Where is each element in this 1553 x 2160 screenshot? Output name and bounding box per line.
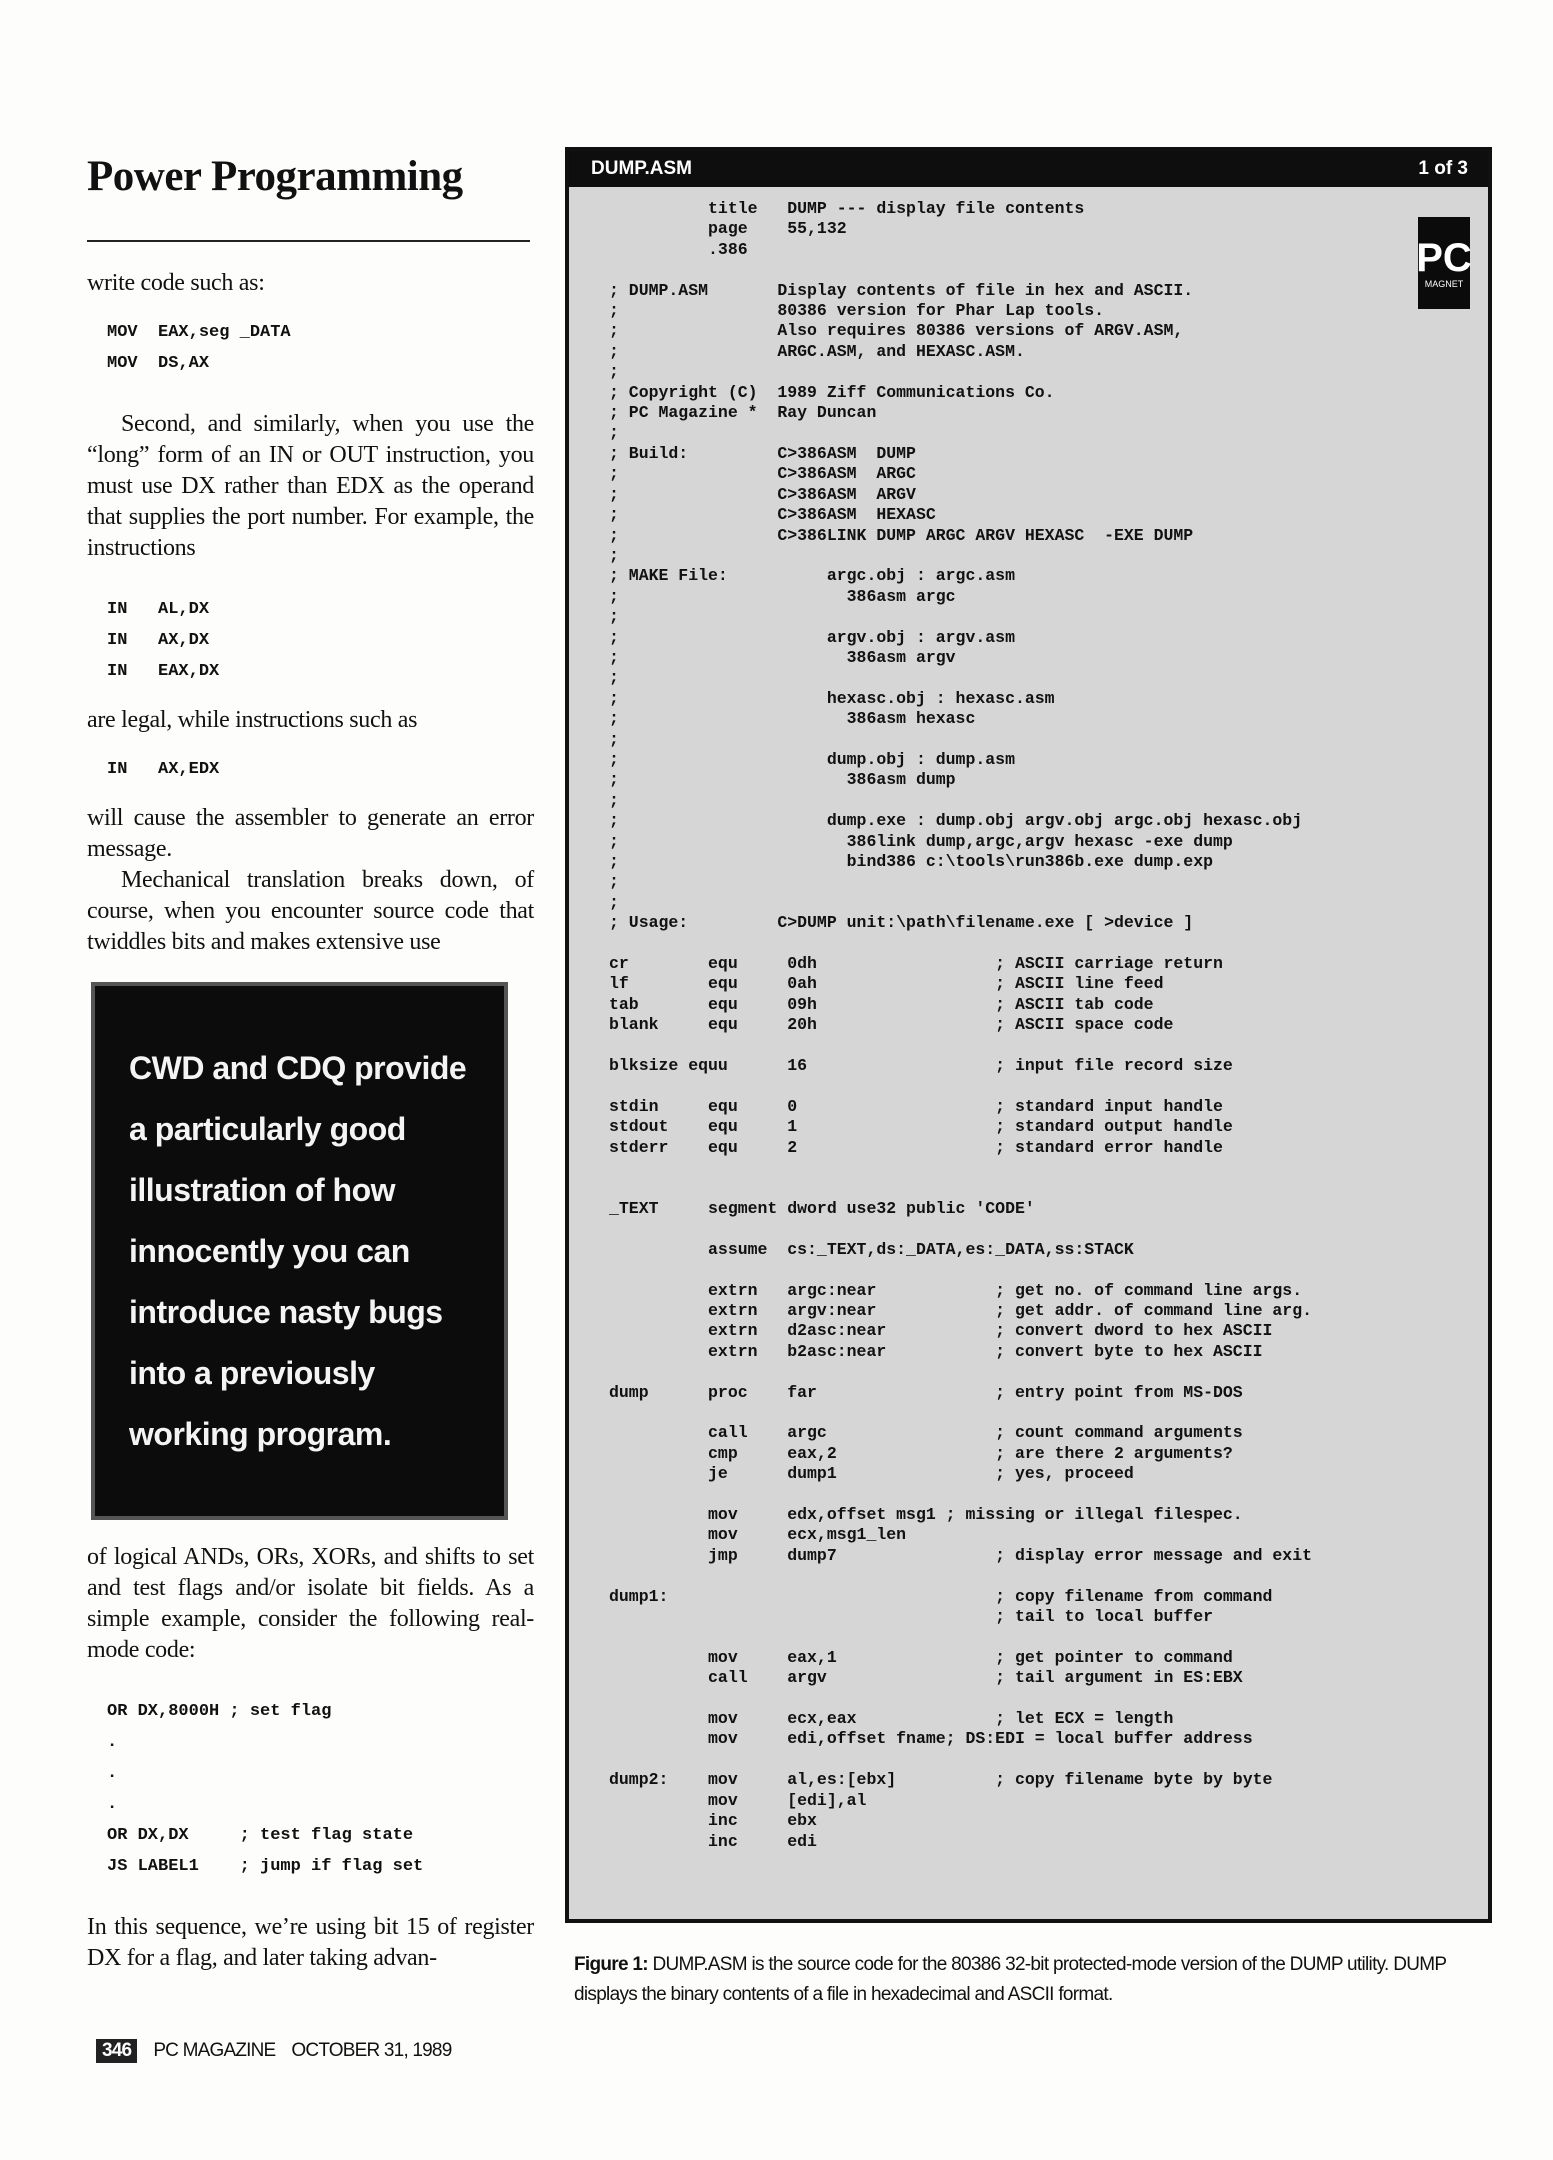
- paragraph: of logical ANDs, ORs, XORs, and shifts to set and test flags and/or isolate bit fields. As a simple example, consider the following real-mode code:: [87, 1544, 534, 1663]
- pull-quote: [91, 982, 508, 1520]
- code-listing-figure: [565, 147, 1492, 1923]
- listing-header: [569, 151, 1488, 187]
- caption-label: Figure 1:: [574, 1954, 648, 1975]
- logo-subtext: MAGNET: [1424, 279, 1464, 289]
- figure-caption: [574, 1950, 1504, 2010]
- code-snippet: IN AX,EDX: [107, 760, 220, 779]
- listing-title: DUMP.ASM: [591, 158, 692, 179]
- paragraph: will cause the assembler to generate an error message.: [87, 805, 534, 862]
- pull-quote-line: into a previously: [129, 1355, 375, 1391]
- section-title: Power Programming: [87, 153, 463, 200]
- listing-page-indicator: 1 of 3: [1418, 158, 1468, 179]
- listing-code: title DUMP --- display file contents page 55,132 .386 ; DUMP.ASM Display contents of file in hex and ASCII. ; 80386 version for Phar Lap tools. ; Also requires 80386 versions of ARGV.ASM, ; ARGC.ASM, and HEXASC.ASM. ; ; Copyright (C) 1989 Ziff Communications Co. ; PC Magazine * Ray Duncan ; ; Build: C>386ASM DUMP ; C>386ASM ARGC ; C>386ASM ARGV ; C>386ASM HEXASC ; C>386LINK DUMP ARGC ARGV HEXASC -EXE DUMP ; ; MAKE File: argc.obj : argc.asm ; 386asm argc ; ; argv.obj : argv.asm ; 386asm argv ; ; hexasc.obj : hexasc.asm ; 386asm hexasc ; ; dump.obj : dump.asm ; 386asm dump ; ; dump.exe : dump.obj argv.obj argc.obj hexasc.obj ; 386link dump,argc,argv hexasc -exe dump ; bind386 c:\tools\run386b.exe dump.exp ; ; ; Usage: C>DUMP unit:\path\filename.exe [ >device ] cr equ 0dh ; ASCII carriage return lf equ 0ah ; ASCII line feed tab equ 09h ; ASCII tab code blank equ 20h ; ASCII space code blksize equu 16 ; input file record size stdin equ 0 ; standard input handle stdout equ 1 ; standard output handle stderr equ 2 ; standard error handle _TEXT segment dword use32 public 'CODE' assume cs:_TEXT,ds:_DATA,es:_DATA,ss:STACK extrn argc:near ; get no. of command line args. extrn argv:near ; get addr. of command line arg. extrn d2asc:near ; convert dword to hex ASCII extrn b2asc:near ; convert byte to hex ASCII dump proc far ; entry point from MS-DOS call argc ; count command arguments cmp eax,2 ; are there 2 arguments? je dump1 ; yes, proceed mov edx,offset msg1 ; missing or illegal filespec. mov ecx,msg1_len jmp dump7 ; display error message and exit dump1: ; copy filename from command ; tail to local buffer mov eax,1 ; get pointer to command call argv ; tail argument in ES:EBX mov ecx,eax ; let ECX = length mov edi,offset fname; DS:EDI = local buffer address dump2: mov al,es:[ebx] ; copy filename byte by byte mov [edi],al inc ebx inc edi: [609, 199, 1313, 1851]
- pull-quote-line: introduce nasty bugs: [129, 1294, 443, 1330]
- page-number: 346: [96, 2039, 137, 2063]
- logo-text: PC: [1416, 236, 1472, 280]
- issue-date: OCTOBER 31, 1989: [291, 2040, 452, 2061]
- pull-quote-line: illustration of how: [129, 1172, 396, 1208]
- pc-magnet-logo: [1418, 217, 1470, 309]
- pull-quote-line: innocently you can: [129, 1233, 410, 1269]
- paragraph: Second, and similarly, when you use the “long” form of an IN or OUT instruction, you must use DX rather than EDX as the operand that supplies the port number. For example, the instructions: [87, 411, 534, 561]
- pull-quote-line: a particularly good: [129, 1111, 406, 1147]
- paragraph: In this sequence, we’re using bit 15 of register DX for a flag, and later taking advan-: [87, 1914, 534, 1971]
- code-snippet: OR DX,8000H ; set flag . . . OR DX,DX ; test flag state JS LABEL1 ; jump if flag set: [107, 1702, 424, 1876]
- paragraph: write code such as:: [87, 270, 265, 296]
- listing-body: [569, 199, 1488, 1909]
- code-snippet: MOV EAX,seg _DATA MOV DS,AX: [107, 323, 291, 373]
- paragraph: are legal, while instructions such as: [87, 707, 418, 733]
- paragraph: Mechanical translation breaks down, of course, when you encounter source code that twiddles bits and makes extensive use: [87, 867, 534, 955]
- caption-text: DUMP.ASM is the source code for the 80386 32-bit protected-mode version of the DUMP utility. DUMP displays the binary contents of a file in hexadecimal and ASCII format.: [574, 1954, 1446, 2005]
- title-rule: [87, 240, 530, 242]
- article-column: [87, 150, 534, 1974]
- magazine-name: PC MAGAZINE: [153, 2040, 276, 2061]
- code-snippet: IN AL,DX IN AX,DX IN EAX,DX: [107, 600, 220, 681]
- page-footer: [96, 2039, 451, 2063]
- pull-quote-line: CWD and CDQ provide: [129, 1050, 467, 1086]
- pull-quote-line: working program.: [129, 1416, 392, 1452]
